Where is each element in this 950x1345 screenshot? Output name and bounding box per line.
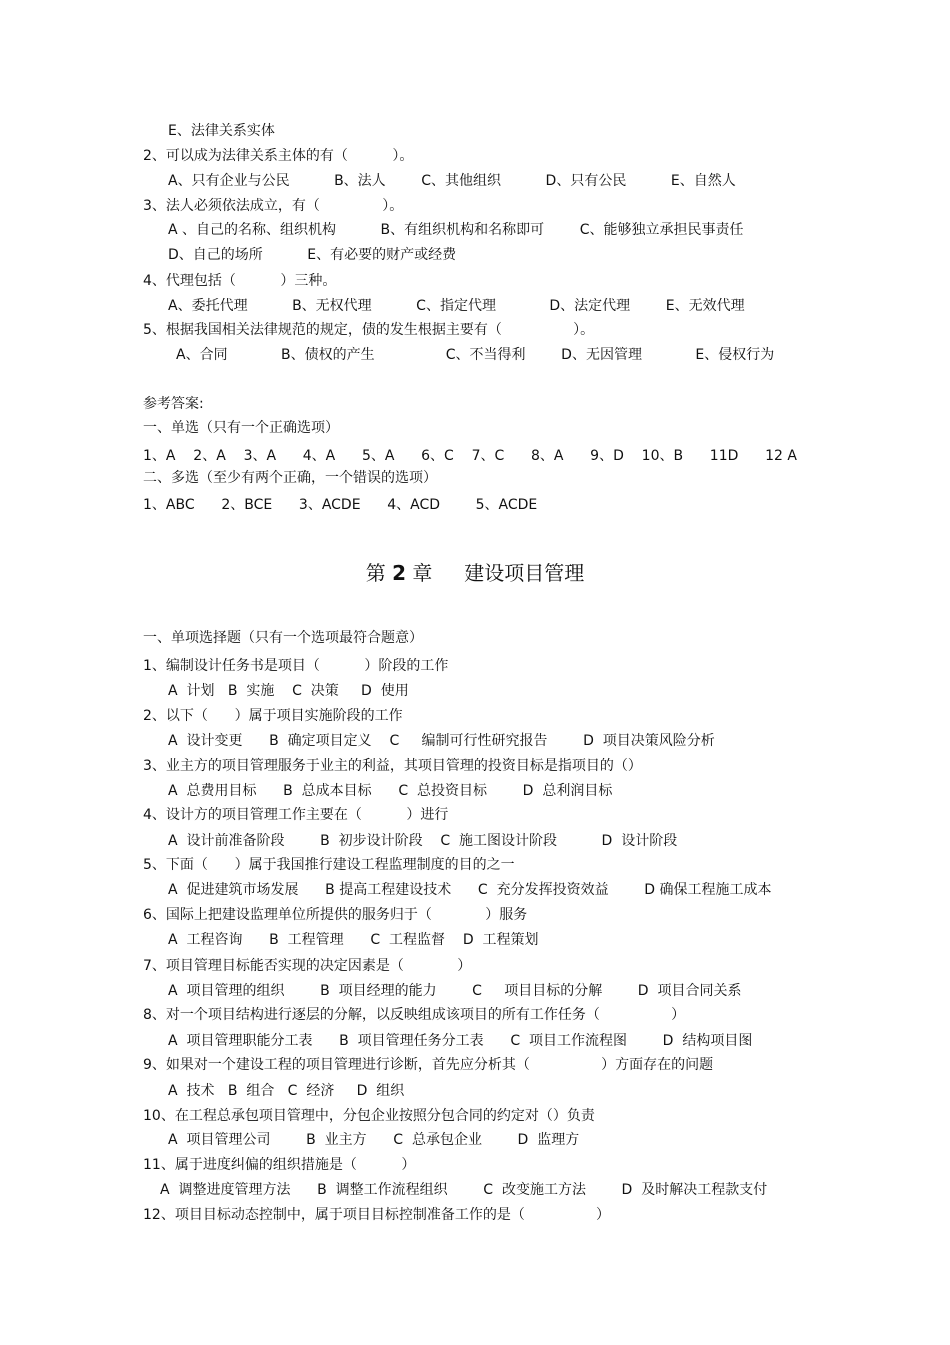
single-choice-answers: 1、A 2、A 3、A 4、A 5、A 6、C 7、C 8、A 9、D 10、B 11D 12 A [143,448,797,464]
question-line: 2、可以成为法律关系主体的有（ ）。 [143,148,414,164]
question-line: 3、业主方的项目管理服务于业主的利益，其项目管理的投资目标是指项目的（） [143,758,642,774]
question-line: 3、法人必须依法成立，有（ ）。 [143,198,404,214]
question-line: 6、国际上把建设监理单位所提供的服务归于（ ）服务 [143,907,528,923]
multi-choice-heading: 二、多选（至少有两个正确，一个错误的选项） [143,470,437,486]
chapter-title [0,560,950,586]
chapter-title-suffix: 章 建设项目管理 [406,561,585,585]
option-line: A 、自己的名称、组织机构 B、有组织机构和名称即可 C、能够独立承担民事责任 [168,222,744,238]
question-line: 9、如果对一个建设工程的项目管理进行诊断，首先应分析其（ ）方面存在的问题 [143,1057,714,1073]
question-line: 4、代理包括（ ）三种。 [143,273,337,289]
option-line: A、只有企业与公民 B、法人 C、其他组织 D、只有公民 E、自然人 [168,173,736,189]
option-line: A 促进建筑市场发展 B 提高工程建设技术 C 充分发挥投资效益 D 确保工程施工成本 [168,882,772,898]
question-line: 12、项目目标动态控制中，属于项目目标控制准备工作的是（ ） [143,1207,611,1223]
option-line: A、委托代理 B、无权代理 C、指定代理 D、法定代理 E、无效代理 [168,298,745,314]
question-line: 11、属于进度纠偏的组织措施是（ ） [143,1157,416,1173]
option-line: A 工程咨询 B 工程管理 C 工程监督 D 工程策划 [168,932,539,948]
option-line: A 设计前准备阶段 B 初步设计阶段 C 施工图设计阶段 D 设计阶段 [168,833,678,849]
chapter-number: 2 [392,561,407,585]
option-line: A、合同 B、债权的产生 C、不当得利 D、无因管理 E、侵权行为 [176,347,775,363]
multi-choice-answers: 1、ABC 2、BCE 3、ACDE 4、ACD 5、ACDE [143,497,538,513]
option-line: A 设计变更 B 确定项目定义 C 编制可行性研究报告 D 项目决策风险分析 [168,733,715,749]
question-line: 2、以下（ ）属于项目实施阶段的工作 [143,708,403,724]
question-line: 5、根据我国相关法律规范的规定，债的发生根据主要有（ ）。 [143,322,595,338]
option-line: E、法律关系实体 [168,123,275,139]
option-line: A 项目管理公司 B 业主方 C 总承包企业 D 监理方 [168,1132,580,1148]
single-choice-heading: 一、单选（只有一个正确选项） [143,420,339,436]
question-line: 4、设计方的项目管理工作主要在（ ）进行 [143,807,449,823]
option-line: A 总费用目标 B 总成本目标 C 总投资目标 D 总利润目标 [168,783,613,799]
option-line: D、自己的场所 E、有必要的财产或经费 [168,247,457,263]
option-line: A 计划 B 实施 C 决策 D 使用 [168,683,409,699]
option-line: A 项目管理的组织 B 项目经理的能力 C 项目目标的分解 D 项目合同关系 [168,983,742,999]
option-line: A 项目管理职能分工表 B 项目管理任务分工表 C 项目工作流程图 D 结构项目图 [168,1033,753,1049]
question-line: 5、下面（ ）属于我国推行建设工程监理制度的目的之一 [143,857,515,873]
chapter-title-prefix: 第 [365,561,393,585]
option-line: A 调整进度管理方法 B 调整工作流程组织 C 改变施工方法 D 及时解决工程款支付 [160,1182,768,1198]
question-line: 10、在工程总承包项目管理中，分包企业按照分包合同的约定对（）负责 [143,1108,595,1124]
section-heading: 一、单项选择题（只有一个选项最符合题意） [143,630,423,646]
option-line: A 技术 B 组合 C 经济 D 组织 [168,1083,405,1099]
answers-heading: 参考答案: [143,396,204,412]
question-line: 1、编制设计任务书是项目（ ）阶段的工作 [143,658,449,674]
question-line: 8、对一个项目结构进行逐层的分解，以反映组成该项目的所有工作任务（ ） [143,1007,686,1023]
question-line: 7、项目管理目标能否实现的决定因素是（ ） [143,958,472,974]
